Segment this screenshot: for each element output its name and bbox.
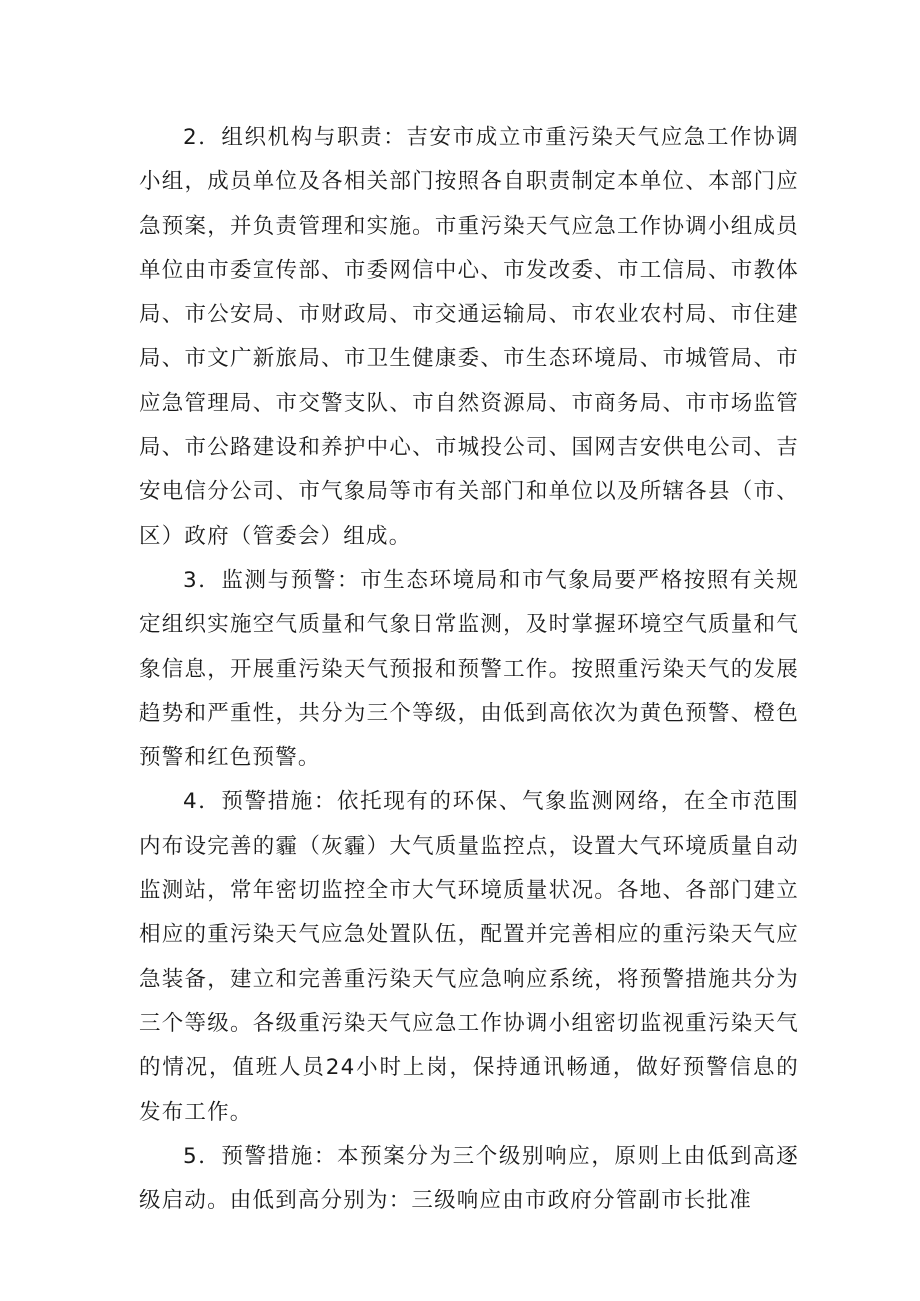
paragraph-organization: 2．组织机构与职责：吉安市成立市重污染天气应急工作协调小组，成员单位及各相关部门按照各自职责制定本单位、本部门应急预案，并负责管理和实施。市重污染天气应急工作协调小组成员单位由市委宣传部、市委网信中心、市发改委、市工信局、市教体局、市公安局、市财政局、市交通运输局、市农业农村局、市住建局、市文广新旅局、市卫生健康委、市生态环境局、市城管局、市应急管理局、市交警支队、市自然资源局、市商务局、市市场监管局、市公路建设和养护中心、市城投公司、国网吉安供电公司、吉安电信分公司、市气象局等市有关部门和单位以及所辖各县（市、区）政府（管委会）组成。	[139, 125, 799, 549]
document-body	[139, 116, 799, 1223]
paragraph-response-levels: 5．预警措施：本预案分为三个级别响应，原则上由低到高逐级启动。由低到高分别为：三级响应由市政府分管副市长批准	[139, 1143, 799, 1214]
paragraph-monitoring: 3．监测与预警：市生态环境局和市气象局要严格按照有关规定组织实施空气质量和气象日常监测，及时掌握环境空气质量和气象信息，开展重污染天气预报和预警工作。按照重污染天气的发展趋势和严重性，共分为三个等级，由低到高依次为黄色预警、橙色预警和红色预警。	[139, 567, 799, 771]
paragraph-warning-measures: 4．预警措施：依托现有的环保、气象监测网络，在全市范围内布设完善的霾（灰霾）大气质量监控点，设置大气环境质量自动监测站，常年密切监控全市大气环境质量状况。各地、各部门建立相应的重污染天气应急处置队伍，配置并完善相应的重污染天气应急装备，建立和完善重污染天气应急响应系统，将预警措施共分为三个等级。各级重污染天气应急工作协调小组密切监视重污染天气的情况，值班人员24小时上岗，保持通讯畅通，做好预警信息的发布工作。	[139, 789, 799, 1125]
